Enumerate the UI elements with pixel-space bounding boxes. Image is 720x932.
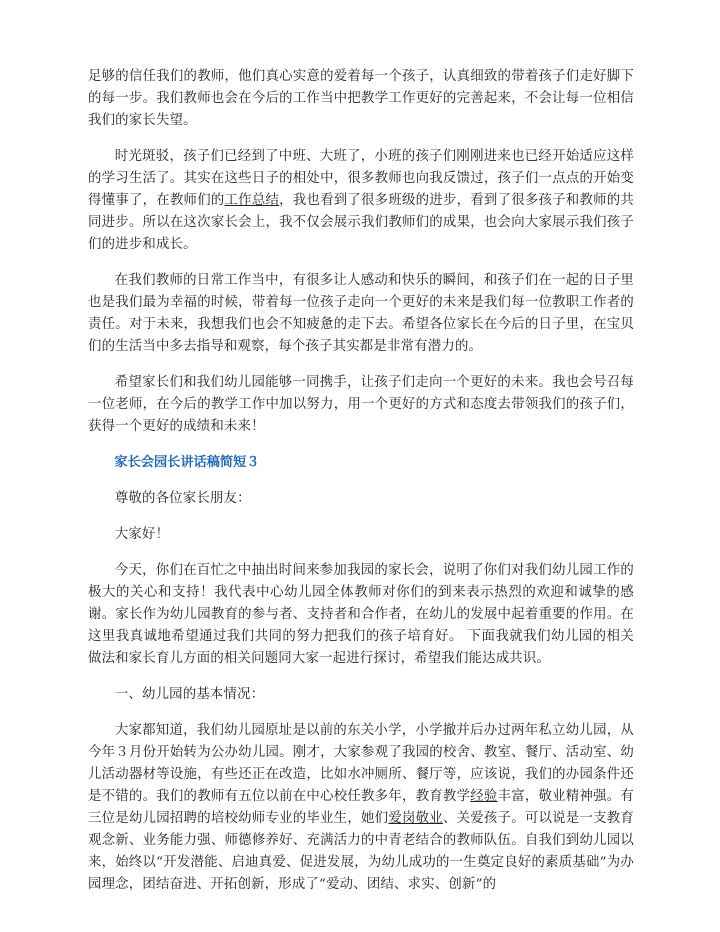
paragraph-text: 足够的信任我们的教师，他们真心实意的爱着每一个孩子，认真细致的带着孩子们走好脚下的每一步。我们教师也会在今后的工作当中把教学工作更好的完善起来，不会让每一位相信我们的家长失望。 [88, 69, 634, 128]
paragraph-text: 大家好！ [114, 527, 170, 542]
paragraph-text: ，我也看到了很多班级的进步，看到了很多孩子和教师的共同进步。所以在这次家长会上，我不仅会展示我们教师们的成果，也会向大家展示我们孩子们的进步和成长。 [88, 193, 634, 252]
document-page [88, 66, 634, 910]
dedication-link[interactable]: 爱岗敬业 [388, 811, 443, 826]
paragraph [88, 146, 634, 256]
paragraph-text: 大家都知道，我们幼儿园原址是以前的东关小学，小学撤并后办过两年私立幼儿园，从今年３月份开始转为公办幼儿园。刚才，大家参观了我园的校舍、教室、餐厅、活动室、幼儿活动器材等设施，有些还正在改造，比如水冲厕所、餐厅等，应该说，我们的办园条件还是不错的。我们的教师有五位以前在中心校任教多年，教育教学 [88, 723, 634, 804]
greeting [88, 488, 634, 510]
section-heading: 家长会园长讲话稿简短３ [114, 455, 260, 470]
paragraph-text: 在我们教师的日常工作当中，有很多让人感动和快乐的瞬间，和孩子们在一起的日子里也是我们最为幸福的时候，带着每一位孩子走向一个更好的未来是我们每一位教职工作者的责任。对于未来，我想我们也会不知疲惫的走下去。希望各位家长在今后的日子里，在宝贝们的生活当中多去指导和观察，每个孩子其实都是非常有潜力的。 [88, 273, 634, 354]
paragraph [88, 720, 634, 896]
paragraph-text: 尊敬的各位家长朋友： [114, 491, 251, 506]
paragraph-text: 希望家长们和我们幼儿园能够一同携手，让孩子们走向一个更好的未来。我也会号召每一位老师，在今后的教学工作中加以努力，用一个更好的方式和态度去带领我们的孩子们，获得一个更好的成绩和未来！ [88, 375, 634, 434]
paragraph-text: 今天，你们在百忙之中抽出时间来参加我园的家长会，说明了你们对我们幼儿园工作的极大的关心和支持！我代表中心幼儿园全体教师对你们的到来表示热烈的欢迎和诚挚的感谢。家长作为幼儿园教育的参与者、支持者和合作者，在幼儿的发展中起着重要的作用。在这里我真诚地希望通过我们共同的努力把我们的孩子培育好。 下面我就我们幼儿园的相关做法和家长育儿方面的相关问题同大家一起进行探讨，希望我们能达成共识。 [88, 563, 634, 666]
subsection-title [88, 684, 634, 706]
paragraph-text: 、关爱孩子。可以说是一支教育观念新、业务能力强、师德修养好、充满活力的中青老结合的教师队伍。自我们到幼儿园以来，始终以“开发潜能、启迪真爱、促进发展，为幼儿成功的一生奠定良好的素质基础”为办园理念，团结奋进、开拓创新，形成了“爱动、团结、求实、创新”的 [88, 811, 634, 892]
paragraph-text: 丰富，敬业精神强。有三位是幼儿园招聘的培校幼师专业的毕业生，她们 [88, 789, 634, 826]
paragraph [88, 66, 634, 132]
experience-link[interactable]: 经验 [470, 789, 498, 804]
greeting [88, 524, 634, 546]
paragraph-text: 时光斑驳，孩子们已经到了中班、大班了，小班的孩子们刚刚进来也已经开始适应这样的学习生活了。其实在这些日子的相处中，很多教师也向我反馈过，孩子们一点点的开始变得懂事了，在教师们的 [88, 149, 634, 208]
work-summary-link[interactable]: 工作总结 [224, 193, 280, 208]
paragraph [88, 560, 634, 670]
paragraph [88, 270, 634, 358]
paragraph-text: 一、幼儿园的基本情况： [114, 687, 265, 702]
paragraph [88, 372, 634, 438]
